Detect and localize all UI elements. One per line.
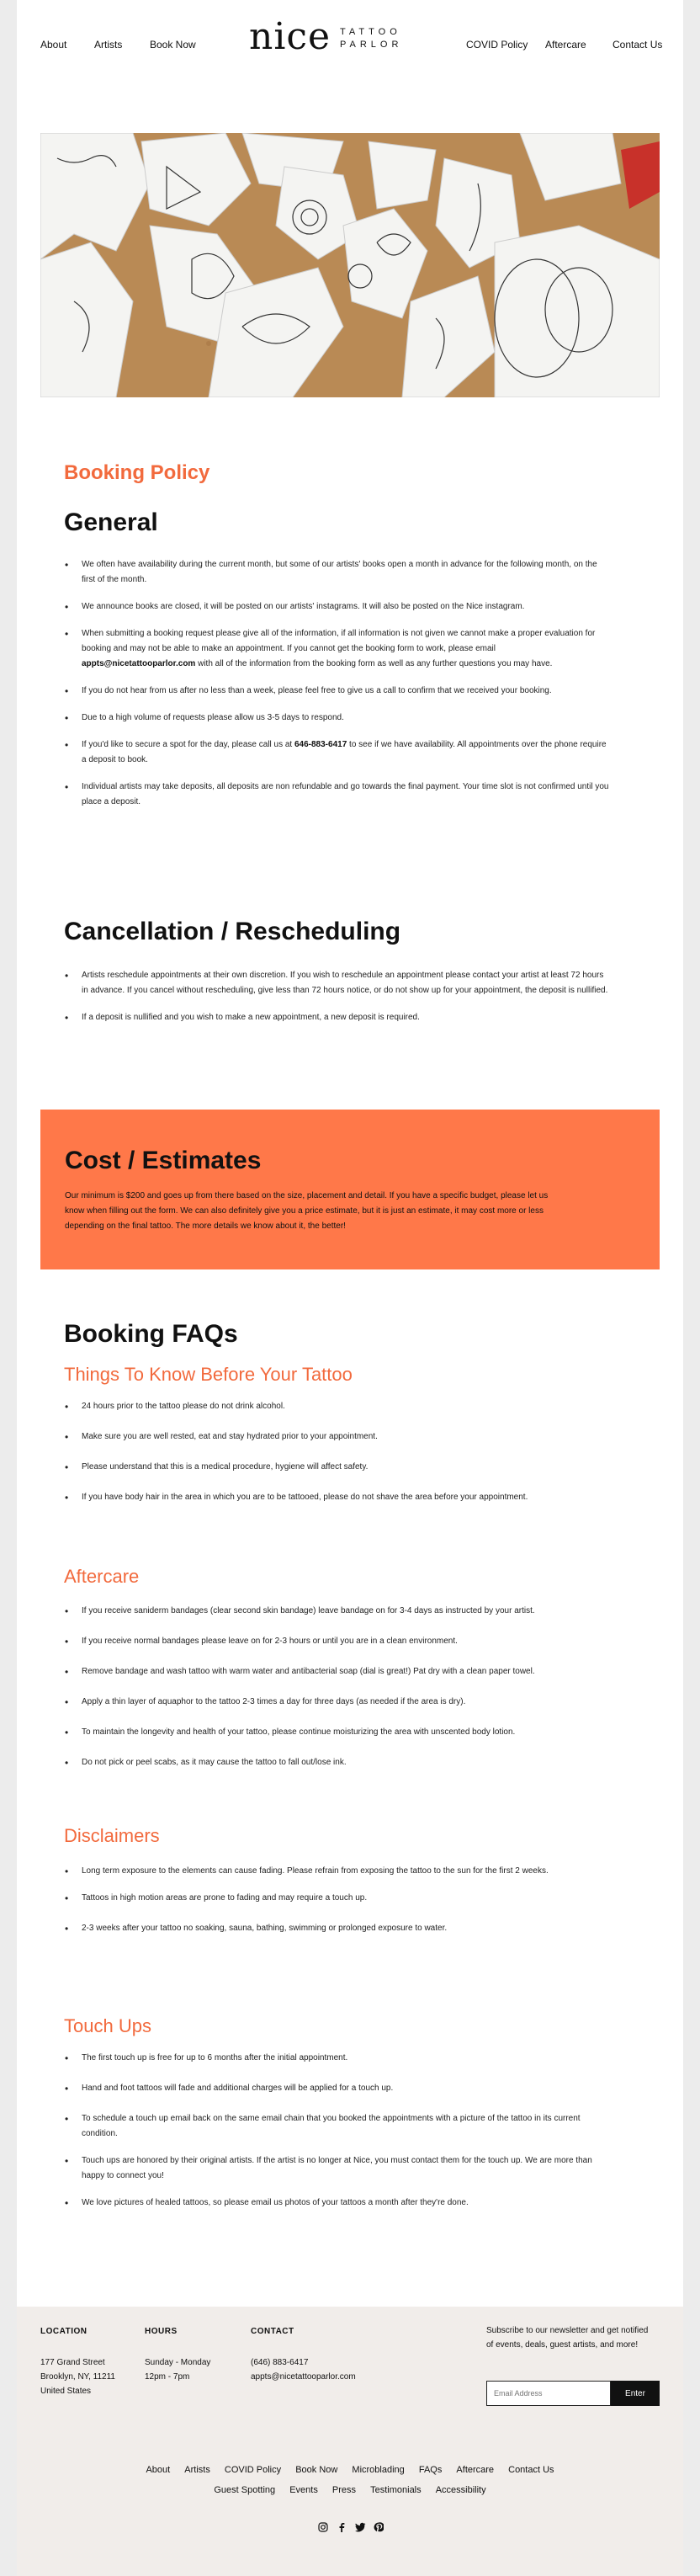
faqs-title: Booking FAQs xyxy=(64,1320,238,1348)
footer-link-contact-us[interactable]: Contact Us xyxy=(508,2465,554,2475)
list-item: • Touch ups are honored by their original artists. If the artist is no longer at Nice, you must contact them for the touch up. We are more than happy to connect you! xyxy=(65,2153,612,2184)
aftercare-title: Aftercare xyxy=(64,1566,140,1587)
cancellation-list xyxy=(65,968,612,1025)
nav-about[interactable]: About xyxy=(40,39,67,51)
contact-phone[interactable]: (646) 883-6417 xyxy=(251,2358,309,2367)
list-item: • When submitting a booking request please give all of the information, if all information is not given we cannot make a proper evaluation for booking and may not be able to make an appointment. If you cannot get the booking form to work, please email appts@nicetattooparlor.com with all of the information from the booking form as well as any further questions you may have. xyxy=(65,626,612,672)
nav-artists[interactable]: Artists xyxy=(94,39,123,51)
footer-link-covid-policy[interactable]: COVID Policy xyxy=(224,2465,282,2475)
enter-button[interactable]: Enter xyxy=(611,2381,660,2406)
hours-time: 12pm - 7pm xyxy=(145,2372,190,2382)
list-item: • If a deposit is nullified and you wish to make a new appointment, a new deposit is required. xyxy=(65,1010,612,1025)
things-title: Things To Know Before Your Tattoo xyxy=(64,1364,353,1385)
nav-covid-policy[interactable]: COVID Policy xyxy=(466,39,528,51)
contact-heading: CONTACT xyxy=(251,2327,294,2336)
cancellation-title: Cancellation / Rescheduling xyxy=(64,918,401,945)
footer-link-accessibility[interactable]: Accessibility xyxy=(435,2485,486,2495)
cost-estimates-section xyxy=(40,1110,660,1269)
list-item: • Make sure you are well rested, eat and stay hydrated prior to your appointment. xyxy=(65,1429,612,1445)
touchups-title: Touch Ups xyxy=(64,2015,151,2036)
footer-link-artists[interactable]: Artists xyxy=(184,2465,210,2475)
logo-text: nice xyxy=(249,15,331,58)
list-item: • To maintain the longevity and health of your tattoo, please continue moisturizing the area with unscented body lotion. xyxy=(65,1725,612,1740)
disclaimers-title: Disclaimers xyxy=(64,1825,160,1846)
footer-link-faqs[interactable]: FAQs xyxy=(418,2465,443,2475)
list-item: • We often have availability during the current month, but some of our artists' books open a month in advance for the following month, on the first of the month. xyxy=(65,557,612,588)
phone-link[interactable]: 646-883-6417 xyxy=(294,740,347,749)
list-item: • If you have body hair in the area in which you are to be tattooed, please do not shave the area before your appointment. xyxy=(65,1490,612,1505)
nav-contact-us[interactable]: Contact Us xyxy=(612,39,663,51)
list-item: • If you receive saniderm bandages (clear second skin bandage) leave bandage on for 3-4 days as instructed by your artist. xyxy=(65,1604,612,1619)
nav-book-now[interactable]: Book Now xyxy=(150,39,196,51)
list-item: • We love pictures of healed tattoos, so please email us photos of your tattoos a month after they're done. xyxy=(65,2195,612,2211)
list-item: • We announce books are closed, it will be posted on our artists' instagrams. It will also be posted on the Nice instagram. xyxy=(65,599,612,615)
cost-text: Our minimum is $200 and goes up from there based on the size, placement and detail. If you have a specific budget, please let us know when filling out the form. We can also definitely give you a price estimate, but it is just an estimate, it may cost more or less depending on the final tattoo. The more details we know about it, the better! xyxy=(65,1191,549,1231)
booking-policy-title: Booking Policy xyxy=(64,461,210,484)
email-link[interactable]: appts@nicetattooparlor.com xyxy=(82,659,196,668)
list-item: • If you do not hear from us after no less than a week, please feel free to give us a call to confirm that we received your booking. xyxy=(65,684,612,699)
page xyxy=(17,0,683,2576)
address-line: 177 Grand Street xyxy=(40,2358,105,2367)
list-item: • If you'd like to secure a spot for the day, please call us at 646-883-6417 to see if we have availability. All appointments over the phone require a deposit to book. xyxy=(65,737,612,768)
footer-link-testimonials[interactable]: Testimonials xyxy=(370,2485,422,2495)
hero-image xyxy=(40,133,660,397)
logo-line2: PARLOR xyxy=(340,40,403,50)
list-item: • If you receive normal bandages please leave on for 2-3 hours or until you are in a clean environment. xyxy=(65,1634,612,1649)
address-line: United States xyxy=(40,2387,92,2396)
pinterest-icon[interactable] xyxy=(374,2522,384,2535)
list-item: • Apply a thin layer of aquaphor to the tattoo 2-3 times a day for three days (as needed if the area is dry). xyxy=(65,1695,612,1710)
hours-days: Sunday - Monday xyxy=(145,2358,211,2367)
list-item: • Remove bandage and wash tattoo with warm water and antibacterial soap (dial is great!) Pat dry with a clean paper towel. xyxy=(65,1664,612,1679)
footer-link-book-now[interactable]: Book Now xyxy=(295,2465,338,2475)
list-item: • To schedule a touch up email back on the same email chain that you booked the appointments with a picture of the tattoo in its current condition. xyxy=(65,2111,612,2142)
logo-line1: TATTOO xyxy=(340,27,401,37)
list-item: • Due to a high volume of requests please allow us 3-5 days to respond. xyxy=(65,711,612,726)
footer-link-aftercare[interactable]: Aftercare xyxy=(456,2465,495,2475)
list-item: • The first touch up is free for up to 6 months after the initial appointment. xyxy=(65,2051,612,2066)
email-input[interactable] xyxy=(486,2381,611,2406)
contact-email[interactable]: appts@nicetattooparlor.com xyxy=(251,2372,356,2382)
list-item: • Please understand that this is a medical procedure, hygiene will affect safety. xyxy=(65,1460,612,1475)
newsletter-text: Subscribe to our newsletter and get notified of events, deals, guest artists, and more! xyxy=(486,2326,649,2350)
social-icons xyxy=(313,2522,389,2539)
twitter-icon[interactable] xyxy=(355,2522,366,2535)
footer-links-row1 xyxy=(17,2465,683,2475)
general-list xyxy=(65,557,612,810)
footer-link-about[interactable]: About xyxy=(146,2465,171,2475)
footer-link-press[interactable]: Press xyxy=(331,2485,357,2495)
list-item: • Long term exposure to the elements can cause fading. Please refrain from exposing the tattoo to the sun for the first 2 weeks. xyxy=(65,1864,612,1879)
cost-title: Cost / Estimates xyxy=(65,1147,262,1174)
footer-link-microblading[interactable]: Microblading xyxy=(352,2465,405,2475)
footer-link-events[interactable]: Events xyxy=(289,2485,318,2495)
things-list xyxy=(65,1399,612,1505)
list-item: • 2-3 weeks after your tattoo no soaking, sauna, bathing, swimming or prolonged exposure to water. xyxy=(65,1921,612,1936)
list-item: • 24 hours prior to the tattoo please do not drink alcohol. xyxy=(65,1399,612,1414)
footer-link-guest-spotting[interactable]: Guest Spotting xyxy=(214,2485,276,2495)
instagram-icon[interactable] xyxy=(318,2522,328,2535)
header xyxy=(17,0,683,93)
aftercare-list xyxy=(65,1604,612,1770)
location-heading: LOCATION xyxy=(40,2327,88,2336)
logo[interactable] xyxy=(249,15,417,61)
facebook-icon[interactable] xyxy=(337,2522,347,2535)
general-title: General xyxy=(64,508,158,536)
hours-heading: HOURS xyxy=(145,2327,178,2336)
touchups-list xyxy=(65,2051,612,2211)
nav-aftercare[interactable]: Aftercare xyxy=(545,39,586,51)
disclaimers-list xyxy=(65,1864,612,1936)
list-item: • Hand and foot tattoos will fade and additional charges will be applied for a touch up. xyxy=(65,2081,612,2096)
list-item: • Artists reschedule appointments at their own discretion. If you wish to reschedule an appointment please contact your artist at least 72 hours in advance. If you cancel without rescheduling, give less than 72 hours notice, or do not show up for your appointment, the deposit is nullified. xyxy=(65,968,612,998)
list-item: • Do not pick or peel scabs, as it may cause the tattoo to fall out/lose ink. xyxy=(65,1755,612,1770)
list-item: • Tattoos in high motion areas are prone to fading and may require a touch up. xyxy=(65,1891,612,1906)
address-line: Brooklyn, NY, 11211 xyxy=(40,2372,115,2382)
list-item: • Individual artists may take deposits, all deposits are non refundable and go towards the final payment. Your time slot is not confirmed until you place a deposit. xyxy=(65,780,612,810)
footer-links-row2 xyxy=(17,2485,683,2495)
